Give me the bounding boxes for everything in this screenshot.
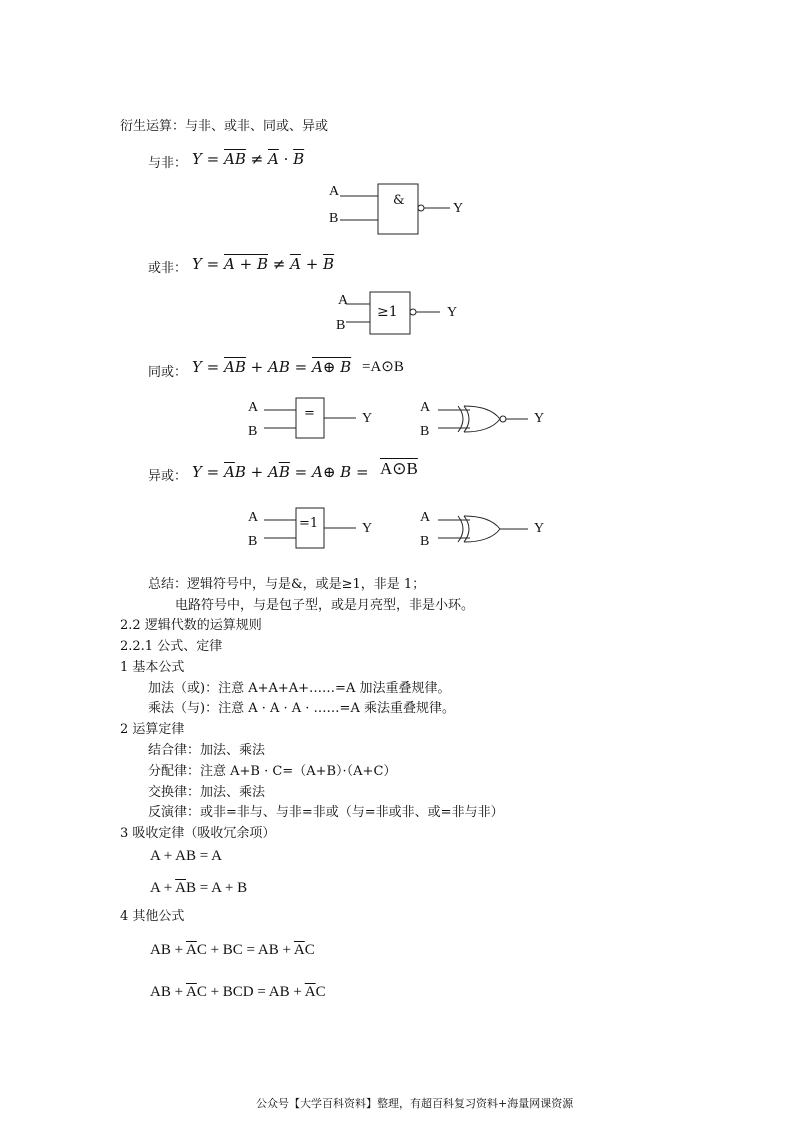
xnor-box-pin-y: Y [362, 411, 373, 426]
other-formula-1: AB + $\overline{A}C$ + BC = AB + $\overline{A}C$ [150, 942, 315, 958]
xor-box-pin-y: Y [362, 521, 373, 536]
absorption-formula-1: A + AB = A [150, 848, 222, 864]
xor-tail: A⊙B [380, 459, 418, 478]
nand-label: 与非： [148, 156, 188, 171]
xor-label: 异或： [148, 469, 188, 484]
nand-pin-b: B [329, 211, 339, 226]
xor-box-pin-b: B [248, 534, 258, 549]
xor-curve-pin-b: B [420, 534, 430, 549]
xnor-curve-pin-a: A [420, 400, 431, 415]
xnor-curve-pin-y: Y [534, 411, 545, 426]
nand-pin-a: A [329, 184, 340, 199]
xnor-box-pin-a: A [248, 400, 259, 415]
footer-note: 公众号【大学百科资料】整理，有超百科复习资料+海量网课资源 [256, 1097, 574, 1110]
xnor-curve-gate [438, 406, 528, 432]
basic-mul-rule: 乘法（与)：注意 A · A · A · ……=A 乘法重叠规律。 [148, 701, 455, 716]
xnor-label: 同或： [148, 365, 188, 380]
xor-curve-pin-a: A [420, 510, 431, 525]
nor-pin-y: Y [447, 305, 458, 320]
nor-pin-b: B [336, 318, 346, 333]
nor-formula: $Y = A + B \ne \overline{A} + \overline{B}$ [192, 255, 335, 273]
nor-gate-symbol: ≥1 [377, 304, 398, 320]
xnor-box-pin-b: B [248, 424, 258, 439]
basic-formulas-title: 1 基本公式 [120, 660, 185, 675]
xor-formula: $Y = \overline{A}B + A\overline{B}$ = A⊕ B = [192, 463, 369, 481]
nand-formula: $Y = \overline{AB} \ne \overline{A} \cdot \overline{B}$ [192, 150, 305, 168]
xor-curve-gate [438, 516, 528, 542]
absorption-formula-2: $A + \overline{A}B = A + B$ [150, 880, 248, 896]
xor-box-pin-a: A [248, 510, 259, 525]
assoc-law: 结合律：加法、乘法 [148, 743, 266, 758]
xnor-tail: =A⊙B [362, 359, 404, 375]
intro-text: 衍生运算：与非、或非、同或、异或 [120, 119, 329, 134]
dist-law: 分配律：注意 A+B · C=（A+B）·（A+C） [148, 764, 397, 779]
nand-gate [340, 184, 450, 234]
section-2-2-heading: 2.2 逻辑代数的运算规则 [120, 618, 262, 633]
nor-pin-a: A [338, 293, 349, 308]
nor-label: 或非： [148, 261, 188, 276]
laws-title: 2 运算定律 [120, 722, 185, 737]
demorgan-law: 反演律：或非=非与、与非=非或（与=非或非、或=非与非） [148, 805, 504, 820]
summary-line-1: 总结：逻辑符号中，与是&，或是≥1，非是 1； [148, 577, 426, 592]
other-formula-2: AB + $\overline{A}C$ + BCD = AB + $\overline{A}C$ [150, 984, 326, 1000]
xor-curve-pin-y: Y [534, 521, 545, 536]
comm-law: 交换律：加法、乘法 [148, 785, 266, 800]
xor-gate-symbol: =1 [299, 516, 319, 531]
absorption-title: 3 吸收定律（吸收冗余项） [120, 826, 276, 841]
other-formulas-title: 4 其他公式 [120, 909, 185, 924]
xnor-formula: $Y = \overline{A}\overline{B}$ + AB = A⊕ B [192, 358, 352, 376]
summary-line-2: 电路符号中，与是包子型，或是月亮型，非是小环。 [175, 598, 475, 613]
xnor-gate-symbol: = [304, 406, 315, 421]
basic-add-rule: 加法（或)：注意 A+A+A+……=A 加法重叠规律。 [148, 681, 451, 696]
section-2-2-1-heading: 2.2.1 公式、定律 [120, 639, 223, 654]
nand-gate-symbol: & [393, 193, 405, 208]
xnor-curve-pin-b: B [420, 424, 430, 439]
nand-pin-y: Y [453, 201, 464, 216]
